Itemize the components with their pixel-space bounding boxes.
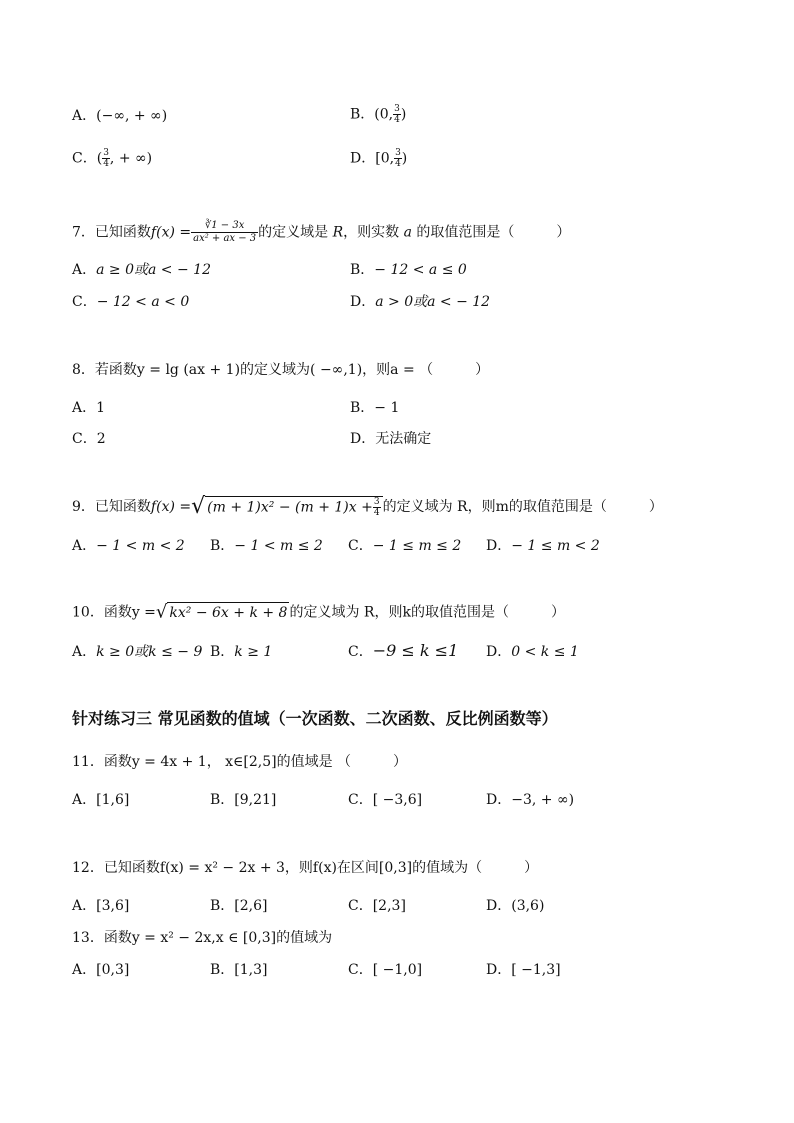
fraction-numerator: 3: [103, 148, 109, 158]
q12-option-a[interactable]: [72, 896, 129, 916]
q10-prefix: 10．函数y =: [72, 604, 156, 621]
fraction: [102, 148, 110, 169]
option-label: C．: [72, 294, 97, 310]
option-label: A．: [72, 108, 97, 124]
option-label: C．: [72, 431, 97, 447]
q13-option-d[interactable]: [486, 960, 561, 980]
q9-option-d[interactable]: [486, 536, 600, 556]
q11-stem: 11．函数y = 4x + 1， x∈[2,5]的值域是 （ ）: [72, 754, 408, 770]
q7-func: f(x) =: [150, 224, 192, 241]
q6-option-b[interactable]: [350, 104, 406, 125]
option-text: − 1 ≤ m < 2: [511, 538, 600, 554]
q12-option-c[interactable]: [348, 896, 406, 916]
q8-option-c[interactable]: [72, 429, 106, 449]
q7-stem: [72, 220, 570, 245]
q9-option-c[interactable]: [348, 536, 461, 556]
fraction-numerator: 3: [394, 104, 400, 114]
radical-icon: √: [155, 601, 168, 623]
option-text: 1: [96, 400, 106, 416]
option-label: D．: [486, 538, 512, 554]
radicand: kx² − 6x + k + 8: [167, 602, 289, 623]
option-label: C．: [348, 644, 373, 660]
option-label: D．: [486, 962, 512, 978]
q9-func: f(x) =: [150, 499, 192, 515]
option-text: a > 0或a < − 12: [375, 294, 491, 310]
q13-option-c[interactable]: [348, 960, 422, 980]
option-text: [3,6]: [96, 898, 130, 914]
option-text: [ −1,3]: [511, 962, 561, 978]
q8-option-a[interactable]: [72, 398, 105, 418]
option-text: k ≥ 0或k ≤ − 9: [96, 644, 203, 660]
q6-option-d[interactable]: [350, 148, 407, 169]
fraction-numerator: 3: [373, 497, 380, 507]
q7-option-a[interactable]: [72, 260, 211, 280]
option-label: B．: [350, 106, 375, 123]
option-text: [ −3,6]: [372, 792, 423, 808]
option-text: k ≥ 1: [234, 644, 273, 660]
q7-fraction: [191, 220, 258, 245]
q13-option-b[interactable]: [210, 960, 268, 980]
option-text: [0,3]: [96, 962, 130, 978]
option-pre: [0,: [375, 150, 395, 167]
option-label: B．: [350, 262, 375, 278]
option-text: 无法确定: [375, 431, 432, 447]
option-text: [2,6]: [234, 898, 268, 914]
option-label: B．: [350, 400, 375, 416]
option-text: (3,6): [511, 898, 545, 914]
q7-R: R: [332, 224, 344, 241]
q10-option-b[interactable]: [210, 642, 272, 662]
option-label: A．: [72, 898, 97, 914]
option-label: B．: [210, 792, 235, 808]
q9-stem: [72, 496, 663, 518]
option-label: B．: [210, 538, 235, 554]
q13-option-a[interactable]: [72, 960, 129, 980]
option-text: (−∞, + ∞): [96, 108, 168, 124]
option-text: [2,3]: [372, 898, 406, 914]
q7-mid2: ，则实数: [343, 224, 400, 241]
fraction-denominator: 4: [373, 508, 380, 518]
option-post: , + ∞): [109, 150, 153, 167]
option-label: B．: [210, 898, 235, 914]
option-text: − 1 < m ≤ 2: [234, 538, 323, 554]
fraction: [394, 148, 402, 169]
option-label: C．: [72, 150, 97, 167]
q7-a: a: [403, 224, 412, 241]
fraction: [393, 104, 401, 125]
radicand: (m + 1)x² − (m + 1)x +: [207, 499, 373, 516]
option-text: 2: [96, 431, 106, 447]
option-text: 0 < k ≤ 1: [511, 644, 579, 660]
option-label: C．: [348, 792, 373, 808]
q12-stem: 12．已知函数f(x) = x² − 2x + 3，则f(x)在区间[0,3]的值域为（ ）: [72, 860, 539, 876]
option-post: ): [400, 106, 407, 123]
fraction-denominator: ax² + ax − 3: [193, 233, 257, 244]
option-label: D．: [486, 644, 512, 660]
option-label: D．: [350, 150, 376, 167]
q8-stem: 8．若函数y = lg (ax + 1)的定义域为( −∞,1)，则a = （ ）: [72, 362, 490, 378]
q9-option-b[interactable]: [210, 536, 323, 556]
option-label: A．: [72, 400, 97, 416]
fraction: [373, 497, 381, 518]
q10-option-d[interactable]: [486, 642, 579, 662]
q12-option-d[interactable]: [486, 896, 544, 916]
q9-suffix: 的定义域为 R，则m的取值范围是（ ）: [382, 499, 663, 515]
q11-option-b[interactable]: [210, 790, 276, 810]
option-text: − 12 < a < 0: [96, 294, 190, 310]
q13-stem: 13．函数y = x² − 2x,x ∈ [0,3]的值域为: [72, 930, 333, 946]
q10-stem: [72, 602, 565, 623]
q7-suffix: 的取值范围是（ ）: [416, 224, 571, 241]
q11-option-a[interactable]: [72, 790, 129, 810]
option-pre: (: [96, 150, 103, 167]
q6-option-a[interactable]: [72, 106, 167, 126]
q7-option-b[interactable]: [350, 260, 467, 280]
fraction-numerator: 3: [395, 148, 401, 158]
option-pre: (0,: [374, 106, 394, 123]
option-label: A．: [72, 792, 97, 808]
option-text: −3, + ∞): [511, 792, 575, 808]
q8-option-b[interactable]: [350, 398, 399, 418]
option-text: [1,3]: [234, 962, 268, 978]
option-label: A．: [72, 262, 97, 278]
q10-sqrt: [156, 602, 290, 623]
q10-option-a[interactable]: [72, 642, 202, 662]
q11-option-d[interactable]: [486, 790, 574, 810]
fraction-numerator: ∛1 − 3x: [191, 220, 258, 233]
option-text: a ≥ 0或a < − 12: [96, 262, 211, 278]
q11-option-c[interactable]: [348, 790, 422, 810]
option-label: D．: [350, 294, 376, 310]
q10-suffix: 的定义域为 R，则k的取值范围是（ ）: [289, 604, 565, 621]
option-label: A．: [72, 644, 97, 660]
q7-mid: 的定义域是: [258, 224, 329, 241]
fraction-denominator: 4: [103, 159, 109, 169]
option-text: [9,21]: [234, 792, 277, 808]
q9-prefix: 9．已知函数: [72, 499, 151, 515]
option-label: B．: [210, 962, 235, 978]
option-label: A．: [72, 962, 97, 978]
option-text: −9 ≤ k ≤1: [372, 641, 459, 660]
option-text: [ −1,0]: [372, 962, 423, 978]
q9-sqrt: [191, 496, 382, 518]
fraction-denominator: 4: [395, 159, 401, 169]
fraction-denominator: 4: [394, 115, 400, 125]
q7-option-d[interactable]: [350, 292, 490, 312]
option-label: D．: [486, 898, 512, 914]
radical-icon: √: [191, 494, 206, 519]
q9-option-a[interactable]: [72, 536, 185, 556]
q10-option-c[interactable]: [348, 641, 458, 662]
option-text: − 12 < a ≤ 0: [374, 262, 467, 278]
option-text: − 1 ≤ m ≤ 2: [372, 538, 462, 554]
option-label: B．: [210, 644, 235, 660]
option-label: C．: [348, 898, 373, 914]
q6-option-c[interactable]: [72, 148, 152, 169]
option-text: − 1 < m < 2: [96, 538, 185, 554]
option-text: − 1: [374, 400, 400, 416]
section-heading: 针对练习三 常见函数的值域（一次函数、二次函数、反比例函数等）: [72, 709, 558, 728]
option-label: C．: [348, 962, 373, 978]
option-post: ): [401, 150, 408, 167]
option-label: A．: [72, 538, 97, 554]
option-label: D．: [350, 431, 376, 447]
option-label: D．: [486, 792, 512, 808]
q8-option-d[interactable]: [350, 429, 431, 449]
option-text: [1,6]: [96, 792, 130, 808]
q7-option-c[interactable]: [72, 292, 189, 312]
q7-prefix: 7．已知函数: [72, 224, 151, 241]
option-label: C．: [348, 538, 373, 554]
q12-option-b[interactable]: [210, 896, 268, 916]
